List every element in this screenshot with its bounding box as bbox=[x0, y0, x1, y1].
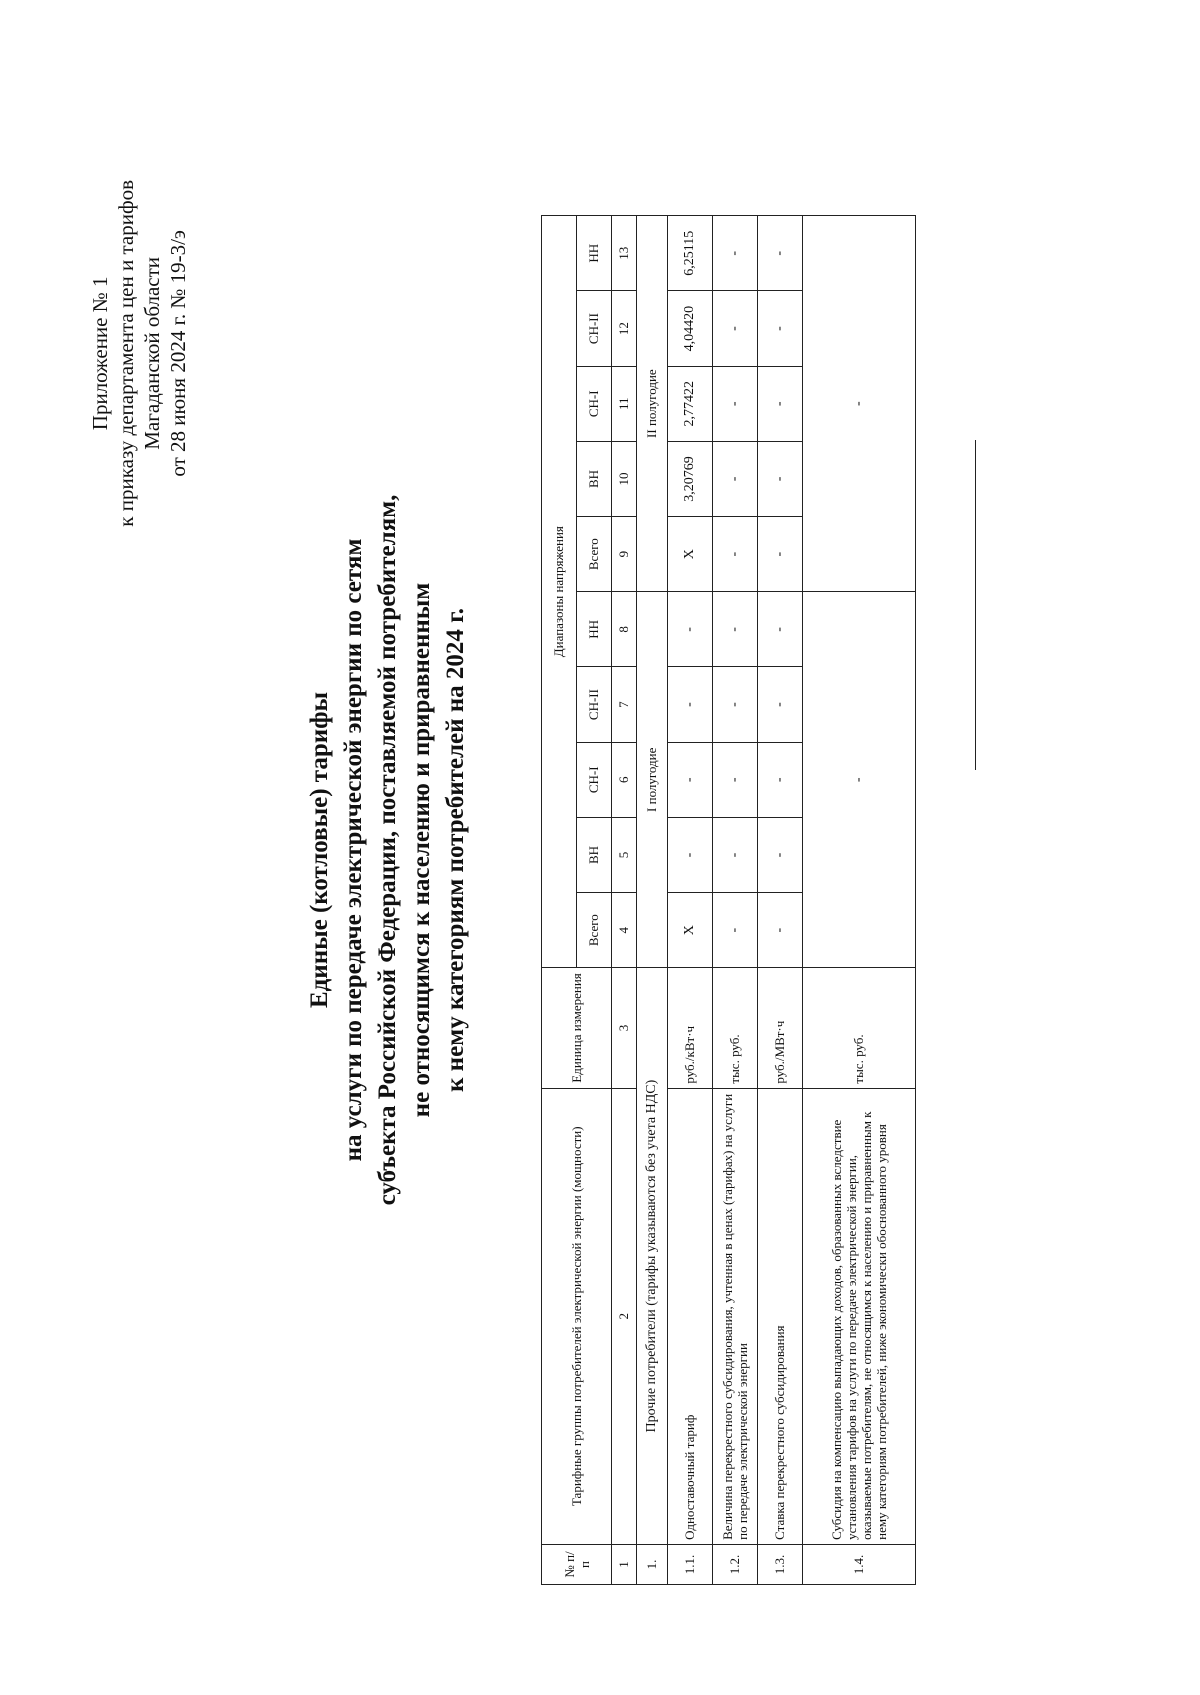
title-line: субъекта Российской Федерации, поставляемой потребителям, bbox=[374, 494, 401, 1206]
row-unit: руб./кВт·ч bbox=[668, 968, 713, 1088]
bottom-divider bbox=[975, 440, 976, 770]
row-value: 3,20769 bbox=[668, 441, 713, 516]
header-group: Тарифные группы потребителей электрической энергии (мощности) bbox=[542, 1088, 612, 1544]
row-num: 1.3. bbox=[758, 1544, 803, 1584]
row-value: X bbox=[668, 893, 713, 968]
table-row bbox=[713, 216, 758, 1585]
row-value: X bbox=[668, 517, 713, 592]
column-number: 9 bbox=[612, 517, 637, 592]
row-num: 1.1. bbox=[668, 1544, 713, 1584]
row-value: 2,77422 bbox=[668, 366, 713, 441]
row-num: 1.4. bbox=[803, 1544, 916, 1584]
header-unit: Единица измерения bbox=[542, 968, 612, 1088]
row-value-half1: - bbox=[803, 592, 916, 968]
row-value: - bbox=[668, 592, 713, 667]
column-number: 11 bbox=[612, 366, 637, 441]
appendix-line: Приложение № 1 bbox=[88, 276, 112, 431]
row-value: - bbox=[713, 667, 758, 742]
column-number: 12 bbox=[612, 291, 637, 366]
row-unit: руб./МВт·ч bbox=[758, 968, 803, 1088]
header-col: СН-I bbox=[577, 742, 612, 817]
title-line: Единые (котловые) тарифы bbox=[306, 691, 333, 1009]
header-num: № п/п bbox=[542, 1544, 612, 1584]
header-col: НН bbox=[577, 216, 612, 291]
row-value: - bbox=[668, 817, 713, 892]
row-value: - bbox=[713, 893, 758, 968]
header-row bbox=[542, 216, 577, 1585]
row-value: - bbox=[713, 291, 758, 366]
header-col: СН-I bbox=[577, 366, 612, 441]
column-number: 1 bbox=[612, 1544, 637, 1584]
row-value: - bbox=[758, 742, 803, 817]
appendix-line: от 28 июня 2024 г. № 19-3/э bbox=[166, 230, 190, 477]
row-value: - bbox=[713, 817, 758, 892]
row-value: - bbox=[758, 366, 803, 441]
row-value: - bbox=[668, 742, 713, 817]
column-number: 3 bbox=[612, 968, 637, 1088]
column-number: 4 bbox=[612, 893, 637, 968]
title-line: на услуги по передаче электрической энергии по сетям bbox=[340, 538, 367, 1162]
row-value: - bbox=[713, 366, 758, 441]
row-unit: тыс. руб. bbox=[803, 968, 916, 1088]
row-value: - bbox=[713, 517, 758, 592]
row-value: - bbox=[713, 441, 758, 516]
column-number: 13 bbox=[612, 216, 637, 291]
column-number-row bbox=[612, 216, 637, 1585]
column-number: 2 bbox=[612, 1088, 637, 1544]
appendix-block bbox=[87, 180, 191, 527]
row-num: 1.2. bbox=[713, 1544, 758, 1584]
header-col: ВН bbox=[577, 817, 612, 892]
rotated-content bbox=[45, 60, 1155, 1640]
row-value: - bbox=[758, 893, 803, 968]
row-label: Субсидия на компенсацию выпадающих доходов, образованных вследствие установления тарифов на услуги по передаче электрической энергии, оказываемые потребителям, не относящимся к населению и приравненным к нему категориям потребителей, ниже экономически обоснованного уровня bbox=[803, 1088, 916, 1544]
title-line: не относящимся к населению и приравненным bbox=[408, 582, 435, 1118]
table-row bbox=[668, 216, 713, 1585]
half-year-2: II полугодие bbox=[637, 216, 668, 592]
appendix-line: Магаданской области bbox=[140, 256, 164, 450]
header-ranges: Диапазоны напряжения bbox=[542, 216, 577, 968]
header-col: Всего bbox=[577, 893, 612, 968]
column-number: 7 bbox=[612, 667, 637, 742]
section-num: 1. bbox=[637, 1544, 668, 1584]
column-number: 8 bbox=[612, 592, 637, 667]
header-col: СН-II bbox=[577, 667, 612, 742]
table-row bbox=[758, 216, 803, 1585]
row-label: Одноставочный тариф bbox=[668, 1088, 713, 1544]
title-line: к нему категориям потребителей на 2024 г. bbox=[442, 608, 469, 1092]
header-col: НН bbox=[577, 592, 612, 667]
row-value: - bbox=[758, 817, 803, 892]
header-col: ВН bbox=[577, 441, 612, 516]
row-label: Величина перекрестного субсидирования, учтенная в ценах (тарифах) на услуги по передаче электрической энергии bbox=[713, 1088, 758, 1544]
row-value: - bbox=[668, 667, 713, 742]
column-number: 5 bbox=[612, 817, 637, 892]
tariff-table bbox=[541, 215, 916, 1585]
appendix-line: к приказу департамента цен и тарифов bbox=[114, 180, 138, 527]
table-row bbox=[803, 216, 916, 1585]
row-value: - bbox=[758, 592, 803, 667]
row-value: - bbox=[713, 592, 758, 667]
section-label: Прочие потребители (тарифы указываются без учета НДС) bbox=[637, 968, 668, 1545]
column-number: 6 bbox=[612, 742, 637, 817]
row-value: - bbox=[758, 667, 803, 742]
header-col: СН-II bbox=[577, 291, 612, 366]
row-value: - bbox=[758, 216, 803, 291]
row-value: 4,04420 bbox=[668, 291, 713, 366]
row-label: Ставка перекрестного субсидирования bbox=[758, 1088, 803, 1544]
half-year-1: I полугодие bbox=[637, 592, 668, 968]
row-value: 6,25115 bbox=[668, 216, 713, 291]
header-col: Всего bbox=[577, 517, 612, 592]
row-value-half2: - bbox=[803, 216, 916, 592]
document-title bbox=[303, 60, 473, 1640]
row-value: - bbox=[713, 216, 758, 291]
row-unit: тыс. руб. bbox=[713, 968, 758, 1088]
row-value: - bbox=[758, 517, 803, 592]
column-number: 10 bbox=[612, 441, 637, 516]
row-value: - bbox=[758, 441, 803, 516]
row-value: - bbox=[713, 742, 758, 817]
row-value: - bbox=[758, 291, 803, 366]
